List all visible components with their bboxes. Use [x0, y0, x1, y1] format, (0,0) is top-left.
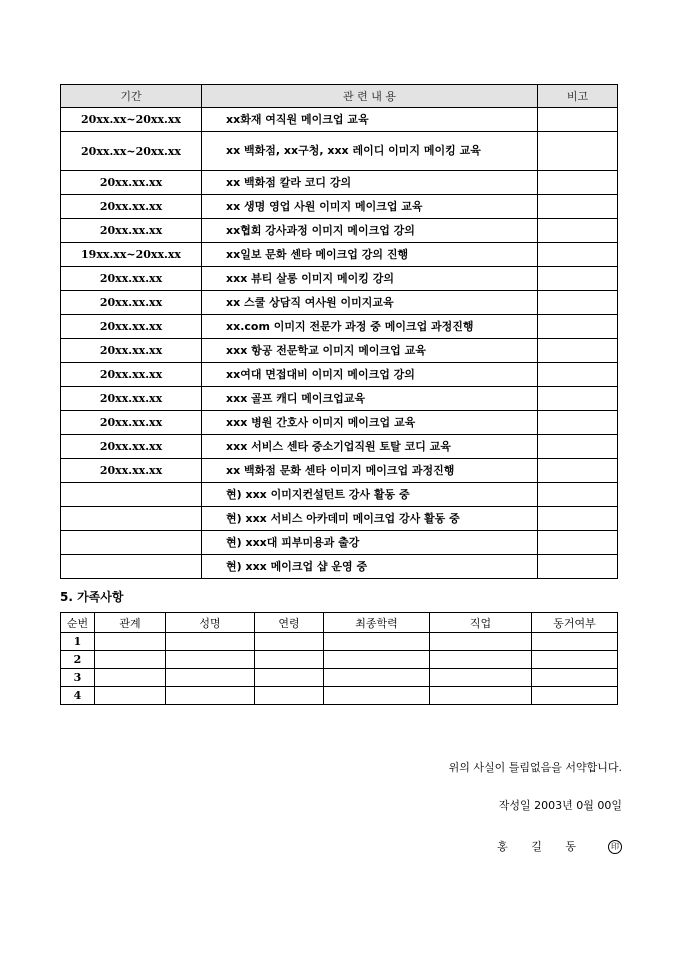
family-job[interactable]	[430, 633, 532, 651]
family-name[interactable]	[166, 669, 255, 687]
family-row	[61, 633, 618, 651]
career-row	[61, 531, 618, 555]
family-row	[61, 687, 618, 705]
career-period: 19xx.xx~20xx.xx	[61, 243, 202, 267]
career-row	[61, 219, 618, 243]
career-period: 20xx.xx.xx	[61, 195, 202, 219]
career-row	[61, 243, 618, 267]
seal-icon: 印	[608, 840, 622, 854]
career-period: 20xx.xx.xx	[61, 267, 202, 291]
career-note	[538, 171, 618, 195]
signer-name: 홍 길 동	[497, 840, 586, 853]
career-content: 현) xxx 서비스 아카데미 메이크업 강사 활동 중	[202, 507, 538, 531]
career-note	[538, 108, 618, 132]
career-table	[60, 84, 618, 579]
career-row	[61, 483, 618, 507]
career-content: 현) xxx 메이크업 샵 운영 중	[202, 555, 538, 579]
career-row	[61, 435, 618, 459]
career-period: 20xx.xx.xx	[61, 459, 202, 483]
career-note	[538, 363, 618, 387]
career-content: xx협회 강사과정 이미지 메이크업 강의	[202, 219, 538, 243]
family-cohabit[interactable]	[532, 669, 618, 687]
career-note	[538, 315, 618, 339]
career-note	[538, 459, 618, 483]
career-row	[61, 387, 618, 411]
career-period: 20xx.xx.xx	[61, 411, 202, 435]
age-header: 연령	[255, 613, 324, 633]
career-period: 20xx.xx.xx	[61, 435, 202, 459]
order-header: 순번	[61, 613, 95, 633]
oath-statement: 위의 사실이 틀림없음을 서약합니다.	[448, 761, 622, 774]
career-content: xxx 병원 간호사 이미지 메이크업 교육	[202, 411, 538, 435]
family-name[interactable]	[166, 633, 255, 651]
career-note	[538, 243, 618, 267]
career-content: xx 생명 영업 사원 이미지 메이크업 교육	[202, 195, 538, 219]
family-order: 2	[61, 651, 95, 669]
career-row	[61, 363, 618, 387]
career-period: 20xx.xx.xx	[61, 387, 202, 411]
career-row	[61, 132, 618, 171]
career-content: xx화재 여직원 메이크업 교육	[202, 108, 538, 132]
family-name[interactable]	[166, 687, 255, 705]
career-period	[61, 483, 202, 507]
career-content: xx 백화점, xx구청, xxx 레이디 이미지 메이킹 교육	[202, 132, 538, 171]
career-note	[538, 435, 618, 459]
family-education[interactable]	[324, 669, 430, 687]
family-row	[61, 669, 618, 687]
family-header-row	[61, 613, 618, 633]
career-row	[61, 171, 618, 195]
career-header-row	[61, 85, 618, 108]
career-content: xxx 골프 캐디 메이크업교육	[202, 387, 538, 411]
career-content: xx.com 이미지 전문가 과정 중 메이크업 과정진행	[202, 315, 538, 339]
career-note	[538, 291, 618, 315]
family-order: 4	[61, 687, 95, 705]
career-content: xxx 항공 전문학교 이미지 메이크업 교육	[202, 339, 538, 363]
career-period	[61, 507, 202, 531]
career-period: 20xx.xx~20xx.xx	[61, 108, 202, 132]
education-header: 최종학력	[324, 613, 430, 633]
written-date: 작성일 2003년 0월 00일	[498, 799, 622, 812]
family-relation[interactable]	[95, 633, 166, 651]
family-age[interactable]	[255, 633, 324, 651]
career-row	[61, 339, 618, 363]
career-content: 현) xxx대 피부미용과 출강	[202, 531, 538, 555]
career-period: 20xx.xx~20xx.xx	[61, 132, 202, 171]
family-name[interactable]	[166, 651, 255, 669]
career-row	[61, 267, 618, 291]
career-note	[538, 387, 618, 411]
career-period: 20xx.xx.xx	[61, 363, 202, 387]
career-row	[61, 459, 618, 483]
family-order: 3	[61, 669, 95, 687]
period-header: 기간	[61, 85, 202, 108]
career-note	[538, 219, 618, 243]
family-cohabit[interactable]	[532, 687, 618, 705]
career-note	[538, 507, 618, 531]
career-row	[61, 195, 618, 219]
career-period: 20xx.xx.xx	[61, 219, 202, 243]
signature-line	[497, 838, 622, 854]
career-content: xxx 서비스 센타 중소기업직원 토탈 코디 교육	[202, 435, 538, 459]
family-order: 1	[61, 633, 95, 651]
career-row	[61, 315, 618, 339]
job-header: 직업	[430, 613, 532, 633]
career-note	[538, 132, 618, 171]
career-note	[538, 483, 618, 507]
family-age[interactable]	[255, 651, 324, 669]
career-period: 20xx.xx.xx	[61, 171, 202, 195]
career-content: xx일보 문화 센타 메이크업 강의 진행	[202, 243, 538, 267]
career-period: 20xx.xx.xx	[61, 315, 202, 339]
family-relation[interactable]	[95, 669, 166, 687]
career-note	[538, 411, 618, 435]
career-row	[61, 108, 618, 132]
family-age[interactable]	[255, 669, 324, 687]
career-note	[538, 531, 618, 555]
career-content: xx여대 면접대비 이미지 메이크업 강의	[202, 363, 538, 387]
family-education[interactable]	[324, 687, 430, 705]
career-note	[538, 555, 618, 579]
career-row	[61, 291, 618, 315]
family-education[interactable]	[324, 651, 430, 669]
family-education[interactable]	[324, 633, 430, 651]
career-row	[61, 411, 618, 435]
career-content: xx 백화점 칼라 코디 강의	[202, 171, 538, 195]
family-row	[61, 651, 618, 669]
cohabit-header: 동거여부	[532, 613, 618, 633]
career-period: 20xx.xx.xx	[61, 339, 202, 363]
career-period	[61, 531, 202, 555]
career-period	[61, 555, 202, 579]
family-age[interactable]	[255, 687, 324, 705]
family-section-title: 5. 가족사항	[60, 590, 124, 604]
family-table	[60, 612, 618, 705]
content-header: 관 련 내 용	[202, 85, 538, 108]
relation-header: 관계	[95, 613, 166, 633]
career-note	[538, 339, 618, 363]
career-content: xxx 뷰티 살롱 이미지 메이킹 강의	[202, 267, 538, 291]
family-job[interactable]	[430, 651, 532, 669]
family-cohabit[interactable]	[532, 633, 618, 651]
career-row	[61, 507, 618, 531]
family-job[interactable]	[430, 687, 532, 705]
family-job[interactable]	[430, 669, 532, 687]
family-relation[interactable]	[95, 651, 166, 669]
family-relation[interactable]	[95, 687, 166, 705]
career-period: 20xx.xx.xx	[61, 291, 202, 315]
career-content: xx 백화점 문화 센타 이미지 메이크업 과정진행	[202, 459, 538, 483]
career-row	[61, 555, 618, 579]
career-note	[538, 195, 618, 219]
family-cohabit[interactable]	[532, 651, 618, 669]
career-content: 현) xxx 이미지컨설턴트 강사 활동 중	[202, 483, 538, 507]
career-content: xx 스쿨 상담직 여사원 이미지교육	[202, 291, 538, 315]
name-header: 성명	[166, 613, 255, 633]
note-header: 비고	[538, 85, 618, 108]
career-note	[538, 267, 618, 291]
